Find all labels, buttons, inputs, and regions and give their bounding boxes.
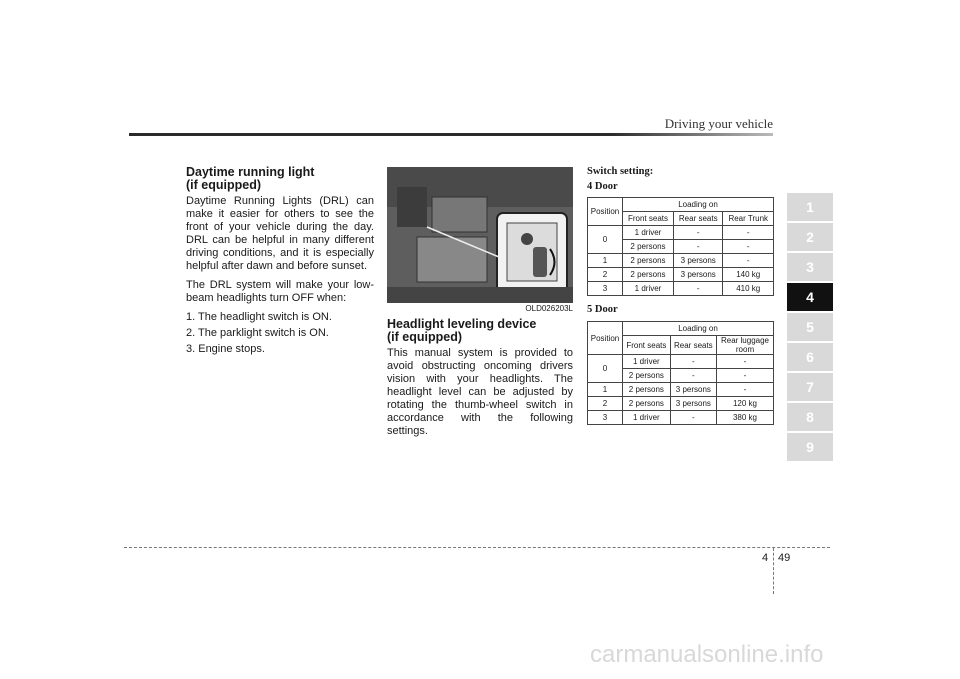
switch-section — [587, 166, 774, 192]
footer-vertical-divider — [773, 548, 774, 594]
four-door-table — [587, 197, 774, 296]
drl-heading: Daytime running light (if equipped) — [186, 165, 315, 192]
table-cell: 2 persons — [623, 383, 671, 397]
table-row — [588, 397, 774, 411]
table-cell: - — [674, 282, 723, 296]
position-cell: 3 — [588, 282, 623, 296]
page-number: 49 — [778, 552, 791, 564]
figure-caption: OLD026203L — [387, 303, 573, 315]
chapter-tab-4[interactable]: 4 — [787, 283, 833, 311]
position-header: Position — [588, 322, 623, 355]
position-cell: 3 — [588, 411, 623, 425]
table-cell: 1 driver — [623, 411, 671, 425]
chapter-tab-8[interactable]: 8 — [787, 403, 833, 431]
table-cell: 3 persons — [674, 268, 723, 282]
header-title: Driving your vehicle — [664, 116, 773, 131]
chapter-tab-9[interactable]: 9 — [787, 433, 833, 461]
table-row — [588, 226, 774, 240]
table-cell: 2 persons — [623, 240, 674, 254]
position-cell: 2 — [588, 397, 623, 411]
footer-divider — [124, 547, 830, 548]
chapter-tab-6[interactable]: 6 — [787, 343, 833, 371]
table-cell: - — [717, 369, 774, 383]
chapter-tab-1[interactable]: 1 — [787, 193, 833, 221]
table-cell: - — [717, 355, 774, 369]
table-cell: 1 driver — [623, 282, 674, 296]
drl-list-item: 3. Engine stops. — [186, 343, 265, 355]
table-cell: 140 kg — [723, 268, 774, 282]
table-row — [588, 282, 774, 296]
loading-header: Loading on — [623, 198, 774, 212]
table-row — [588, 411, 774, 425]
dashboard-illustration — [387, 167, 573, 313]
switch-title: Switch setting: — [587, 166, 654, 177]
table-cell: - — [723, 226, 774, 240]
drl-list-item: 1. The headlight switch is ON. — [186, 311, 332, 323]
position-cell: 0 — [588, 355, 623, 383]
chapter-tabs — [787, 193, 833, 463]
table-cell: 3 persons — [670, 383, 716, 397]
position-header: Position — [588, 198, 623, 226]
table-cell: 1 driver — [623, 355, 671, 369]
table-cell: - — [674, 240, 723, 254]
table-row — [588, 254, 774, 268]
leveling-heading: Headlight leveling device (if equipped) — [387, 317, 537, 344]
position-cell: 2 — [588, 268, 623, 282]
position-cell: 1 — [588, 254, 623, 268]
table-cell: 1 driver — [623, 226, 674, 240]
leveling-paragraph: This manual system is provided to avoid obstructing oncoming drivers vision with your headlights. The headlight level can be adjusted by rotating the thumb-wheel switch in accordance with the following settings. — [387, 347, 573, 437]
table-cell: 2 persons — [623, 268, 674, 282]
loading-header: Loading on — [623, 322, 774, 336]
table-cell: - — [670, 355, 716, 369]
chapter-tab-5[interactable]: 5 — [787, 313, 833, 341]
col-header: Rear seats — [670, 336, 716, 355]
table-row — [588, 268, 774, 282]
table-cell: 3 persons — [670, 397, 716, 411]
drl-paragraph-1: Daytime Running Lights (DRL) can make it easier for others to see the front of your vehicle during the day. DRL can be helpful in many different driving conditions, and it is especially helpful after dawn and before sunset. — [186, 195, 374, 272]
table-cell: 2 persons — [623, 397, 671, 411]
drl-section — [186, 166, 374, 359]
table-cell: - — [723, 254, 774, 268]
table-cell: - — [670, 411, 716, 425]
col-header: Rear luggage room — [717, 336, 774, 355]
drl-list-item: 2. The parklight switch is ON. — [186, 327, 329, 339]
chapter-tab-7[interactable]: 7 — [787, 373, 833, 401]
watermark: carmanualsonline.info — [590, 641, 824, 668]
chapter-number: 4 — [762, 552, 769, 564]
five-door-label: 5 Door — [587, 304, 618, 315]
five-door-table — [587, 321, 774, 425]
table-cell: - — [717, 383, 774, 397]
table-cell: - — [674, 226, 723, 240]
col-header: Front seats — [623, 336, 671, 355]
table-cell: 3 persons — [674, 254, 723, 268]
table-cell: 2 persons — [623, 369, 671, 383]
dashboard-photo — [387, 167, 573, 313]
table-cell: 120 kg — [717, 397, 774, 411]
table-row — [588, 355, 774, 369]
table-cell: 2 persons — [623, 254, 674, 268]
col-header: Rear Trunk — [723, 212, 774, 226]
chapter-tab-2[interactable]: 2 — [787, 223, 833, 251]
col-header: Rear seats — [674, 212, 723, 226]
chapter-tab-3[interactable]: 3 — [787, 253, 833, 281]
table-cell: - — [723, 240, 774, 254]
drl-paragraph-2: The DRL system will make your low-beam headlights turn OFF when: — [186, 279, 374, 304]
table-cell: - — [670, 369, 716, 383]
table-cell: 380 kg — [717, 411, 774, 425]
position-cell: 0 — [588, 226, 623, 254]
position-cell: 1 — [588, 383, 623, 397]
table-row — [588, 383, 774, 397]
header-rule-fade — [610, 133, 773, 136]
four-door-label: 4 Door — [587, 181, 618, 192]
col-header: Front seats — [623, 212, 674, 226]
table-cell: 410 kg — [723, 282, 774, 296]
leveling-section — [387, 318, 573, 444]
